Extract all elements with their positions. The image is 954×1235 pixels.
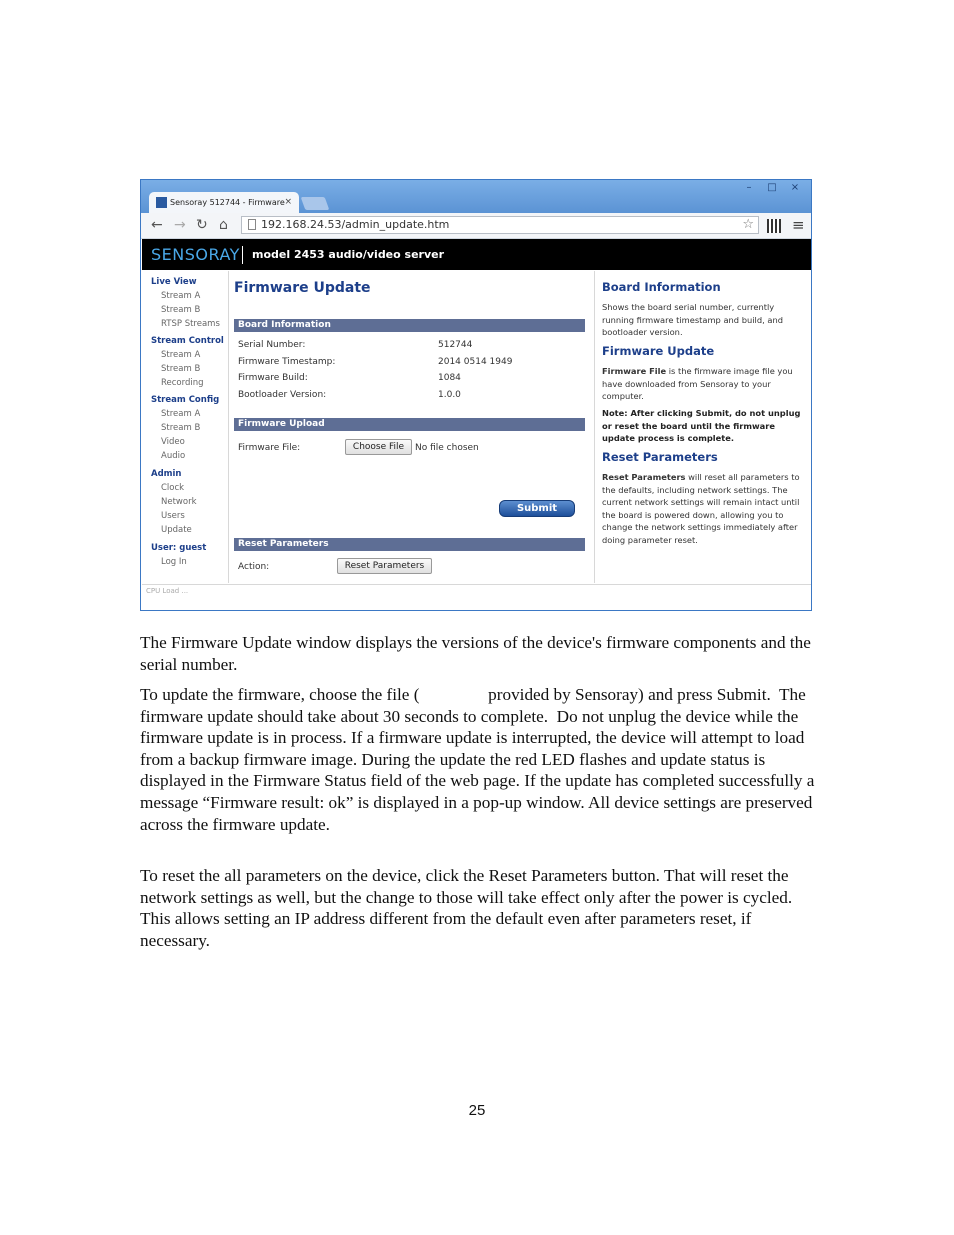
nav-item-clock[interactable]: Clock: [161, 483, 185, 493]
help-panel: [594, 271, 811, 583]
serial-number-label: Serial Number:: [238, 340, 306, 350]
main-content: [229, 271, 594, 583]
help-reset-text: [602, 471, 807, 546]
action-label: Action:: [238, 562, 270, 572]
reload-icon[interactable]: ↻: [196, 217, 208, 233]
help-reset-rest: will reset all parameters to the defaults, including network settings. The current network settings will remain intact until the board is powered down, allowing you to change the network settings immediately after doing parameter reset.: [602, 472, 800, 545]
nav-item-video[interactable]: Video: [161, 437, 185, 447]
bookmark-star-icon[interactable]: ☆: [742, 217, 754, 232]
close-window-icon[interactable]: ×: [790, 182, 800, 193]
new-tab-button[interactable]: [301, 197, 330, 210]
browser-tab[interactable]: [149, 192, 299, 213]
minimize-icon[interactable]: –: [746, 182, 752, 193]
back-arrow-icon[interactable]: ←: [151, 217, 163, 233]
firmware-upload-header: Firmware Upload: [234, 418, 585, 431]
serial-number-value: 512744: [438, 340, 473, 350]
cpu-load-text: CPU Load ...: [146, 587, 189, 595]
tab-title: Sensoray 512744 - Firmware: [170, 198, 285, 207]
nav-item-network[interactable]: Network: [161, 497, 197, 507]
menu-icon[interactable]: ≡: [792, 216, 805, 234]
help-note: Note: After clicking Submit, do not unplug or reset the board until the firmware update process is complete.: [602, 408, 801, 443]
status-bar: [142, 584, 811, 611]
header-divider: [242, 246, 243, 264]
tab-close-icon[interactable]: ×: [284, 197, 292, 207]
page-number: 25: [468, 1102, 486, 1119]
browser-toolbar: [141, 213, 811, 239]
firmware-build-label: Firmware Build:: [238, 373, 308, 383]
help-update-title: Firmware Update: [602, 344, 715, 358]
address-bar[interactable]: [241, 216, 759, 234]
nav-item-config-stream-a[interactable]: Stream A: [161, 409, 201, 419]
firmware-timestamp-value: 2014 0514 1949: [438, 357, 513, 367]
page-icon: [248, 219, 256, 230]
nav-item-config-stream-b[interactable]: Stream B: [161, 423, 201, 433]
help-update-rest: is the firmware image file you have downloaded from Sensoray to your computer.: [602, 366, 793, 401]
nav-item-users[interactable]: Users: [161, 511, 185, 521]
sensoray-logo: SENSORAY: [151, 245, 240, 264]
forward-arrow-icon[interactable]: →: [174, 217, 186, 233]
nav-heading-stream-control[interactable]: Stream Control: [151, 336, 224, 346]
firmware-timestamp-label: Firmware Timestamp:: [238, 357, 336, 367]
help-board-text: Shows the board serial number, currently running firmware timestamp and build, and bootloader version.: [602, 302, 783, 337]
bootloader-version-value: 1.0.0: [438, 390, 461, 400]
paragraph-update-instructions: To update the firmware, choose the file ( provided by Sensoray) and press Submit. The firmware update should take about 30 seconds to complete. Do not unplug the device while the firmware update is in process. If a firmware update is interrupted, the device will attempt to load from a backup firmware image. During the update the red LED flashes and update status is displayed in the Firmware Status field of the web page. If the update has completed successfully a message “Firmware result: ok” is displayed in a pop-up window. All device settings are preserved across the firmware update.: [140, 685, 819, 834]
submit-button[interactable]: Submit: [499, 500, 575, 517]
no-file-chosen-text: No file chosen: [415, 443, 479, 453]
firmware-file-label: Firmware File:: [238, 443, 301, 453]
paragraph-firmware-window: The Firmware Update window displays the versions of the device's firmware components and the serial number.: [140, 633, 811, 674]
maximize-icon[interactable]: □: [767, 182, 777, 193]
nav-heading-admin[interactable]: Admin: [151, 469, 182, 479]
nav-heading-live-view[interactable]: Live View: [151, 277, 197, 287]
nav-item-rtsp-streams[interactable]: RTSP Streams: [161, 319, 220, 329]
help-update-text: [602, 365, 807, 403]
nav-item-update[interactable]: Update: [161, 525, 192, 535]
sidebar: [142, 271, 229, 583]
help-update-bold: Firmware File: [602, 366, 667, 376]
browser-window: [140, 179, 812, 611]
nav-item-recording[interactable]: Recording: [161, 378, 204, 388]
nav-heading-stream-config[interactable]: Stream Config: [151, 395, 220, 405]
bootloader-version-label: Bootloader Version:: [238, 390, 327, 400]
reset-parameters-header: Reset Parameters: [234, 538, 585, 551]
board-info-header: Board Information: [234, 319, 585, 332]
title-bar: [141, 180, 811, 213]
app-header: [142, 239, 811, 270]
reset-parameters-button[interactable]: Reset Parameters: [337, 558, 432, 574]
qr-extension-icon[interactable]: [767, 219, 781, 233]
nav-item-live-stream-a[interactable]: Stream A: [161, 291, 201, 301]
home-icon[interactable]: ⌂: [219, 217, 228, 233]
paragraph-reset-instructions: To reset the all parameters on the device, click the Reset Parameters button. That will reset the network settings as well, but the change to those will take effect only after the power is cycled. This allows setting an IP address different from the default even after parameters reset, if necessary.: [140, 866, 793, 950]
nav-item-control-stream-b[interactable]: Stream B: [161, 364, 201, 374]
help-reset-bold: Reset Parameters: [602, 472, 686, 482]
choose-file-button[interactable]: Choose File: [345, 439, 412, 455]
nav-item-control-stream-a[interactable]: Stream A: [161, 350, 201, 360]
nav-item-audio[interactable]: Audio: [161, 451, 186, 461]
sensoray-favicon-icon: [156, 197, 167, 208]
firmware-build-value: 1084: [438, 373, 461, 383]
page-title: Firmware Update: [234, 280, 371, 296]
help-board-title: Board Information: [602, 280, 721, 294]
url-text: 192.168.24.53/admin_update.htm: [261, 218, 450, 231]
nav-item-log-in[interactable]: Log In: [161, 557, 187, 567]
nav-heading-user: User: guest: [151, 543, 207, 553]
nav-item-live-stream-b[interactable]: Stream B: [161, 305, 201, 315]
model-title: model 2453 audio/video server: [252, 248, 445, 261]
help-reset-title: Reset Parameters: [602, 450, 718, 464]
